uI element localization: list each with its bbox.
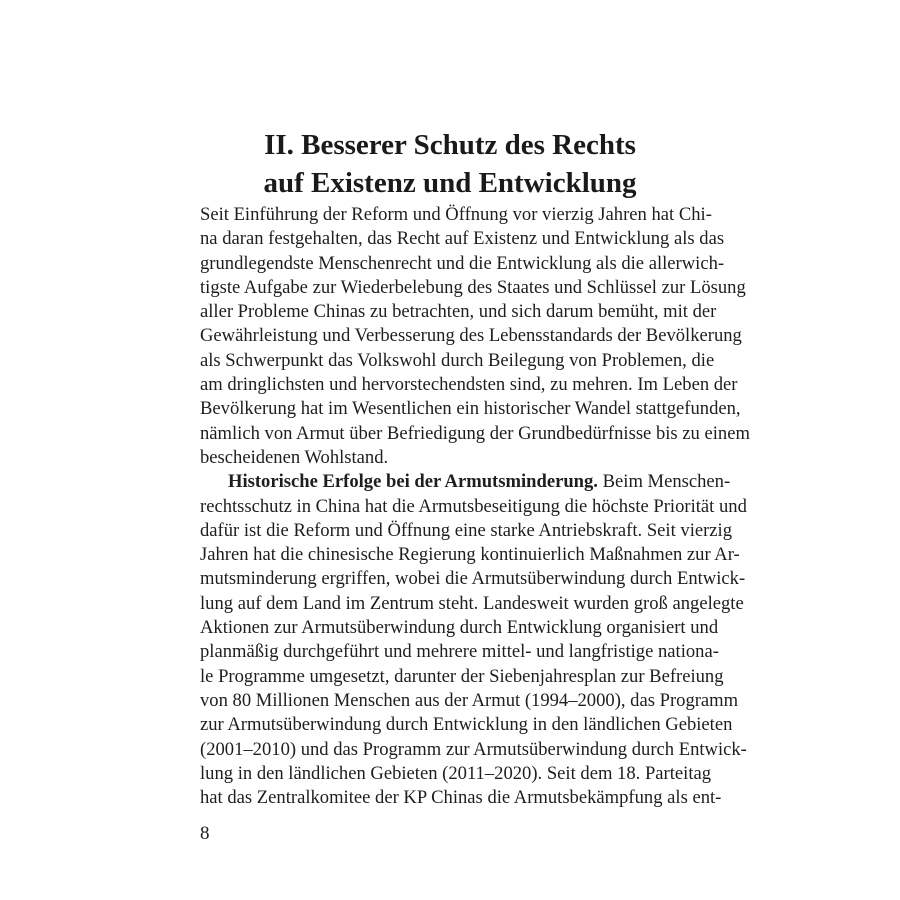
text-line: tigste Aufgabe zur Wiederbelebung des Staates und Schlüssel zur Lösung bbox=[200, 276, 746, 298]
text-line: lung in den ländlichen Gebieten (2011–2020). Seit dem 18. Parteitag bbox=[200, 762, 712, 784]
text-line: aller Probleme Chinas zu betrachten, und sich darum bemüht, mit der bbox=[200, 301, 717, 323]
text-line: Aktionen zur Armutsüberwindung durch Entwicklung organisiert und bbox=[200, 617, 719, 639]
text-line: Gewährleistung und Verbesserung des Lebensstandards der Bevölkerung bbox=[200, 325, 742, 347]
text-line: zur Armutsüberwindung durch Entwicklung in den ländlichen Gebieten bbox=[200, 714, 733, 736]
text-line: (2001–2010) und das Programm zur Armutsüberwindung durch Entwick- bbox=[200, 738, 747, 760]
text-line: am dringlichsten und hervorstechendsten sind, zu mehren. Im Leben der bbox=[200, 374, 738, 396]
text-line: hat das Zentralkomitee der KP Chinas die Armutsbekämpfung als ent- bbox=[200, 787, 722, 809]
text-line: Seit Einführung der Reform und Öffnung vor vierzig Jahren hat Chi- bbox=[200, 204, 712, 225]
text-line-first bbox=[200, 470, 731, 494]
paragraph-lead-text: Beim Menschen- bbox=[597, 471, 731, 493]
text-line: dafür ist die Reform und Öffnung eine starke Antriebskraft. Seit vierzig bbox=[200, 519, 733, 541]
text-line: planmäßig durchgeführt und mehrere mittel- und langfristige nationa- bbox=[200, 641, 719, 663]
text-line: nämlich von Armut über Befriedigung der Grundbedürfnisse bis zu einem bbox=[200, 422, 750, 444]
text-line: Jahren hat die chinesische Regierung kontinuierlich Maßnahmen zur Ar- bbox=[200, 544, 740, 566]
text-line: na daran festgehalten, das Recht auf Existenz und Entwicklung als das bbox=[200, 228, 725, 250]
text-line: Bevölkerung hat im Wesentlichen ein historischer Wandel stattgefunden, bbox=[200, 398, 741, 420]
title-line-1: II. Besserer Schutz des Rechts bbox=[264, 129, 636, 162]
paragraph-poverty-reduction bbox=[200, 470, 747, 810]
text-line: rechtsschutz in China hat die Armutsbeseitigung die höchste Priorität und bbox=[200, 495, 747, 517]
text-line: mutsminderung ergriffen, wobei die Armutsüberwindung durch Entwick- bbox=[200, 568, 746, 590]
text-line: von 80 Millionen Menschen aus der Armut (1994–2000), das Programm bbox=[200, 689, 739, 711]
title-line-2: auf Existenz und Entwicklung bbox=[263, 167, 637, 200]
page-title bbox=[0, 126, 900, 202]
text-line: lung auf dem Land im Zentrum steht. Landesweit wurden groß angelegte bbox=[200, 592, 744, 614]
paragraph-lead-heading: Historische Erfolge bei der Armutsminderung. bbox=[228, 471, 598, 493]
paragraph-intro bbox=[200, 203, 750, 470]
text-line: le Programme umgesetzt, darunter der Siebenjahresplan zur Befreiung bbox=[200, 665, 724, 687]
body-text bbox=[200, 203, 750, 810]
text-line: bescheidenen Wohlstand. bbox=[200, 446, 389, 468]
page-number: 8 bbox=[200, 823, 210, 844]
text-line: als Schwerpunkt das Volkswohl durch Beilegung von Problemen, die bbox=[200, 349, 715, 371]
text-line: grundlegendste Menschenrecht und die Entwicklung als die allerwich- bbox=[200, 252, 725, 274]
